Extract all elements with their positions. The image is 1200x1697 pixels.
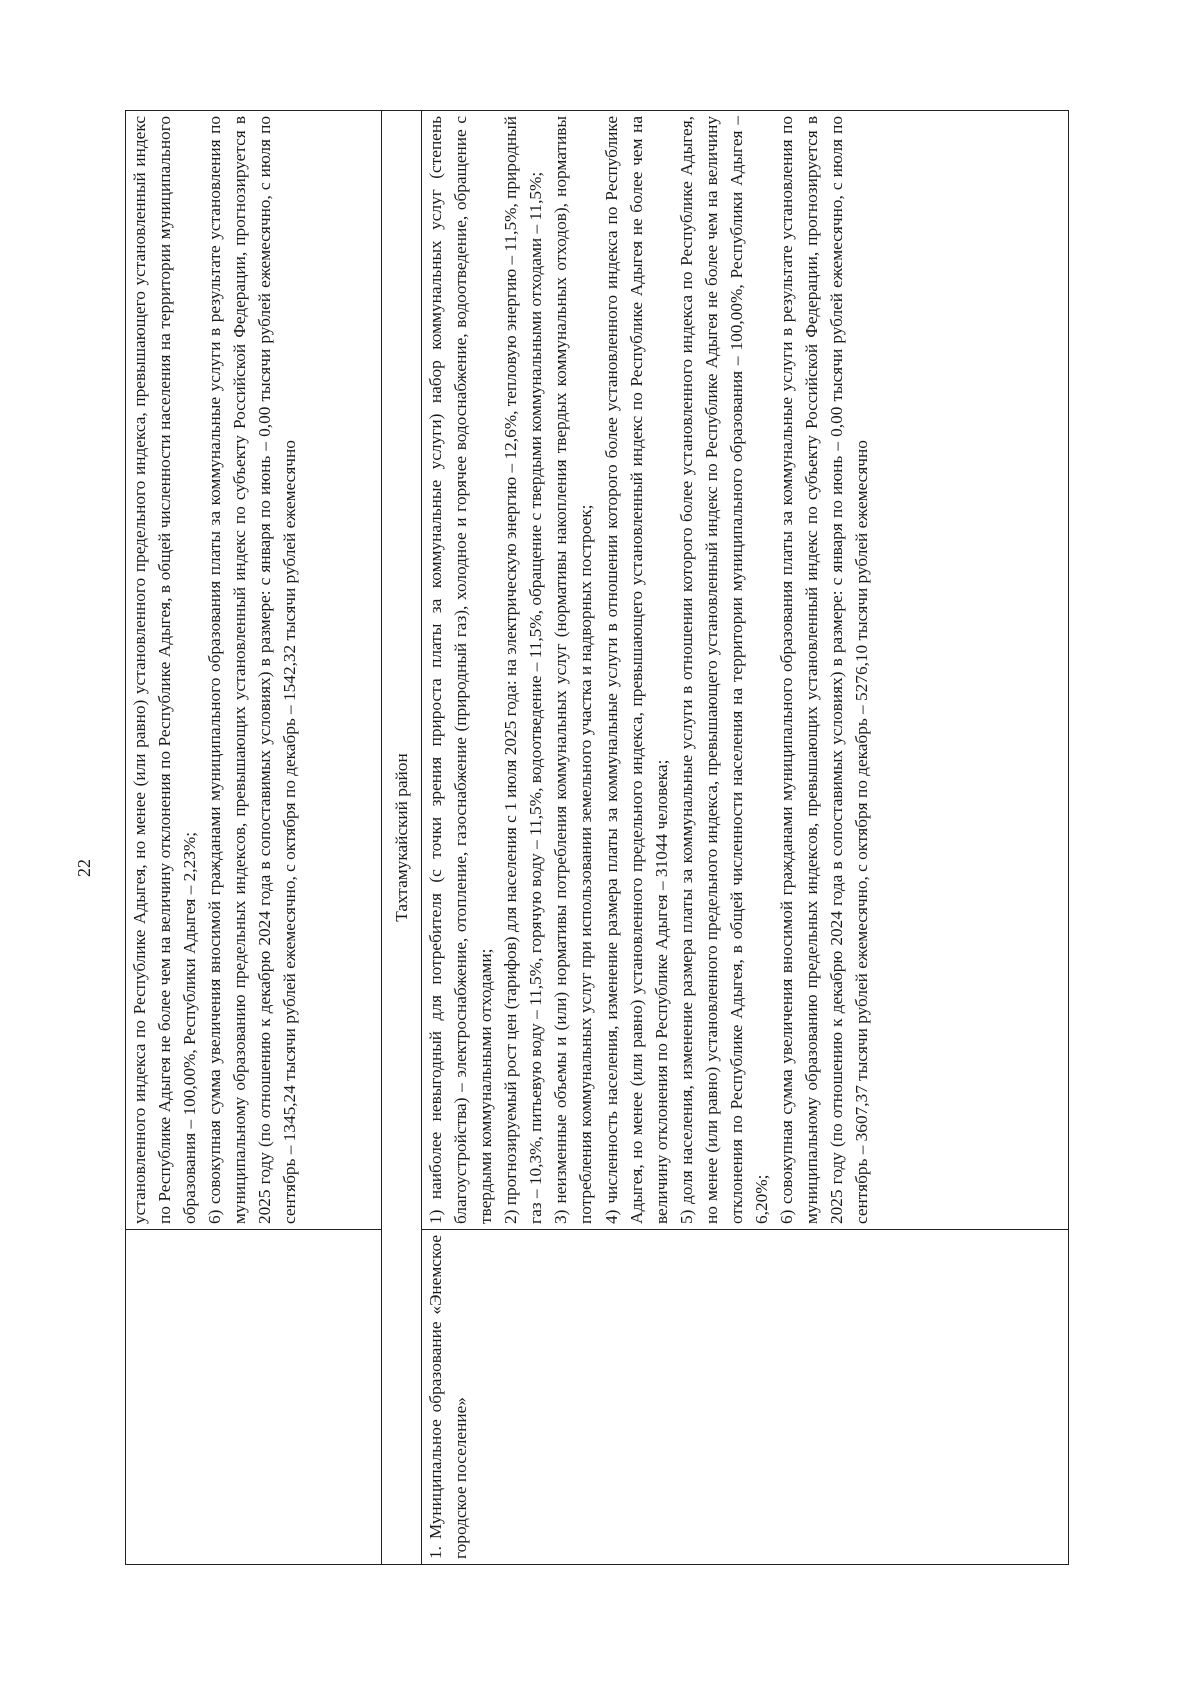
page-number: 22 [74,859,94,877]
table-row-continuation [126,111,382,1565]
paragraph: 1) наиболее невыгодный для потребителя (с точки зрения прироста платы за коммунальные услуги) набор коммунальных услуг (степень благоустройства) – электроснабжение, отопление, газоснабжение (природный газ), холодное и горячее водоснабжение, водоотведение, обращение с твердыми коммунальными отходами; [425,116,496,1224]
table-row-entity [421,111,1068,1565]
paragraph: установленного индекса по Республике Адыгея, но менее (или равно) установленного предельного индекса, превышающего установленный индекс по Республике Адыгея не более чем на величину отклонения по Республике Адыгея, в общей численности населения на территории муниципального образования – 100,00%, Республики Адыгея – 2,23%; [130,116,200,1224]
paragraph: 6) совокупная сумма увеличения вносимой гражданами муниципального образования платы за коммунальные услуги в результате установления по муниципальному образованию предельных индексов, превышающих установленный индекс по субъекту Российской Федерации, прогнозируется в 2025 году (по отношению к декабрю 2024 года в сопоставимых условиях) в размере: с января по июнь – 0,00 тысячи рублей ежемесячно, с июля по сентябрь – 3607,37 тысячи рублей ежемесячно, с октября по декабрь – 5276,10 тысячи рублей ежемесячно [777,116,872,1224]
forecast-table [125,110,1069,1565]
paragraph: 5) доля населения, изменение размера платы за коммунальные услуги в отношении которого более установленного индекса по Республике Адыгея, но менее (или равно) установленного предельного индекса, превышающего установленный индекс по Республике Адыгея не более чем на величину отклонения по Республике Адыгея, в общей численности населения на территории муниципального образования – 100,00%, Республики Адыгея – 6,20%; [676,116,771,1224]
paragraph: 4) численность населения, изменение размера платы за коммунальные услуги в отношении которого более установленного индекса по Республике Адыгея, но менее (или равно) установленного предельного индекса, превышающего установленный индекс по Республике Адыгея не более чем на величину отклонения по Республике Адыгея – 31044 человека; [601,116,671,1224]
paragraph: 3) неизменные объемы и (или) нормативы потребления коммунальных услуг (нормативы накопления твердых коммунальных отходов), нормативы потребления коммунальных услуг при использовании земельного участка и надворных построек; [551,116,596,1224]
municipality-name: 1. Муниципальное образование «Энемское городское поселение» [421,1230,1068,1565]
rotated-page-content [125,110,1069,1565]
district-heading: Тахтамукайский район [381,111,421,1565]
paragraph: 6) совокупная сумма увеличения вносимой гражданами муниципального образования платы за коммунальные услуги в результате установления по муниципальному образованию предельных индексов, превышающих установленный индекс по субъекту Российской Федерации, прогнозируется в 2025 году (по отношению к декабрю 2024 года в сопоставимых условиях) в размере: с января по июнь – 0,00 тысячи рублей ежемесячно, с июля по сентябрь – 1345,24 тысячи рублей ежемесячно, с октября по декабрь – 1542,32 тысячи рублей ежемесячно [205,116,300,1224]
paragraph: 2) прогнозируемый рост цен (тарифов) для населения с 1 июля 2025 года: на электрическую энергию – 12,6%, тепловую энергию – 11,5%, природный газ – 10,3%, питьевую воду – 11,5%, горячую воду – 11,5%, водоотведение – 11,5%, обращение с твердыми коммунальными отходами – 11,5%; [501,116,546,1224]
table-row-district [381,111,421,1565]
continuation-text-cell [126,111,382,1230]
empty-entity-cell [126,1230,382,1565]
entity-text-cell [421,111,1068,1230]
